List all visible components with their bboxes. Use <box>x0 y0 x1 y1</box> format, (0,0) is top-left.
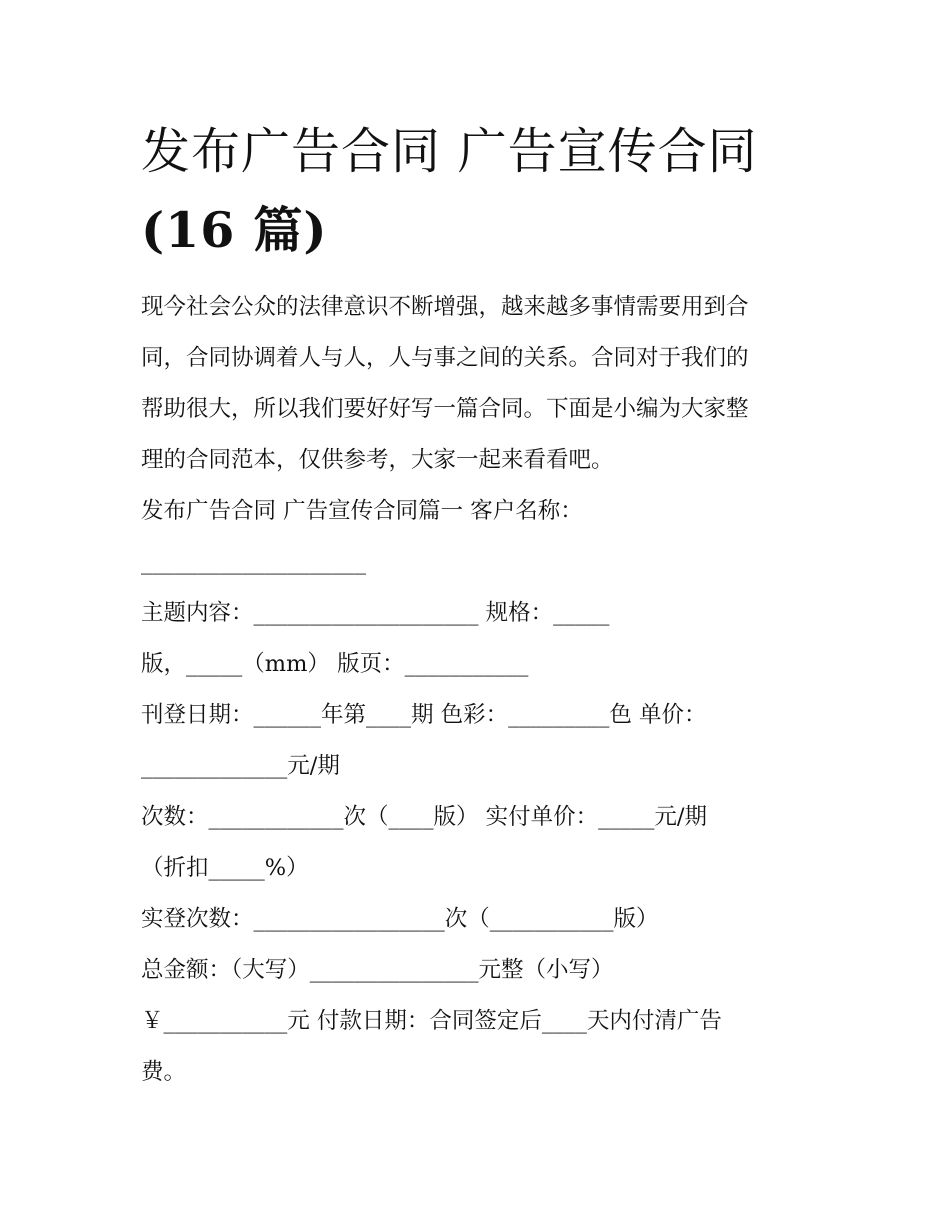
times-line: 次数：____________次（____版） 实付单价：_____元/期 <box>141 804 707 830</box>
title-line-1: 发布广告合同 广告宣传合同 <box>141 123 758 180</box>
document-page <box>141 112 821 1098</box>
payment-date-line: ￥___________元 付款日期：合同签定后____天内付清广告 <box>141 1008 722 1034</box>
publish-date-line: 刊登日期：______年第____期 色彩：_________色 单价： <box>141 702 707 728</box>
intro-line: 帮助很大，所以我们要好好写一篇合同。下面是小编为大家整 <box>141 396 749 422</box>
intro-line: 现今社会公众的法律意识不断增强，越来越多事情需要用到合 <box>141 294 749 320</box>
intro-line: 理的合同范本，仅供参考，大家一起来看看吧。 <box>141 447 614 473</box>
intro-line: 同，合同协调着人与人，人与事之间的关系。合同对于我们的 <box>141 345 749 371</box>
title-line-2: (16 篇) <box>141 201 328 259</box>
unit-price-line: _____________元/期 <box>141 753 340 779</box>
intro-paragraph <box>141 282 821 486</box>
total-amount-line: 总金额：（大写）_______________元整（小写） <box>141 957 614 983</box>
document-title <box>141 112 821 270</box>
client-name-blank: ____________________ <box>141 549 366 575</box>
contract-body <box>141 486 821 1098</box>
discount-line: （折扣_____%） <box>141 855 309 881</box>
contract-heading: 发布广告合同 广告宣传合同篇一 客户名称： <box>141 498 583 524</box>
subject-spec-line: 主题内容：____________________ 规格：_____ <box>141 600 610 626</box>
fee-line: 费。 <box>141 1059 187 1085</box>
actual-times-line: 实登次数：_________________次（___________版） <box>141 906 659 932</box>
edition-page-line: 版，_____（mm） 版页：___________ <box>141 651 529 677</box>
